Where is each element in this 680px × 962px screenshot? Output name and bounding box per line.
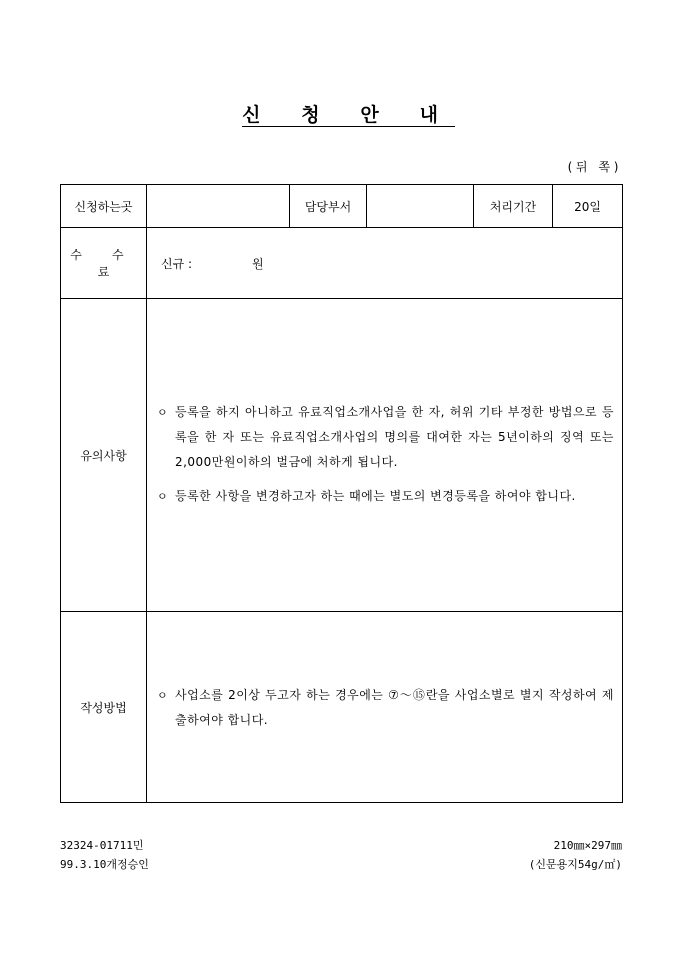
table-row-fee (61, 228, 623, 299)
bullet-circle-icon: ㅇ (157, 406, 168, 419)
application-guide-table (60, 184, 623, 803)
paper-type: (신문용지54g/㎡) (528, 858, 622, 871)
page-side-note: (뒤 쪽) (567, 160, 622, 174)
method-content (147, 612, 623, 803)
note-text: 등록을 하지 아니하고 유료직업소개사업을 한 자, 허위 기타 부정한 방법으로 등록을 한 자 또는 유료직업소개사업의 명의를 대여한 자는 5년이하의 징역 또는 2,000만원이하의 벌금에 처하게 됩니다. (175, 405, 614, 469)
form-code: 32324-01711민 (60, 839, 144, 852)
notes-content (147, 299, 623, 612)
bullet-circle-icon: ㅇ (157, 689, 168, 702)
approval-note: 99.3.10개정승인 (60, 858, 149, 871)
apply-to-value (147, 185, 290, 228)
list-item (157, 683, 614, 733)
processing-period-label: 처리기간 (474, 185, 553, 228)
department-label: 담당부서 (290, 185, 367, 228)
table-row-method (61, 612, 623, 803)
page-title-container (0, 100, 680, 127)
method-text: 사업소를 2이상 두고자 하는 경우에는 ⑦～⑮란을 사업소별로 별지 작성하여 제출하여야 합니다. (175, 688, 614, 727)
table-row-notes (61, 299, 623, 612)
list-item (157, 484, 614, 509)
paper-size: 210㎜×297㎜ (553, 839, 622, 852)
list-item (157, 400, 614, 475)
fee-label: 수 수 료 (70, 248, 137, 279)
footer-right (529, 836, 622, 874)
note-text: 등록한 사항을 변경하고자 하는 때에는 별도의 변경등록을 하여야 합니다. (175, 489, 576, 503)
fee-label-cell (61, 228, 147, 299)
table-row-submission (61, 185, 623, 228)
department-value (367, 185, 474, 228)
fee-currency: 원 (252, 256, 264, 271)
processing-period-value: 20일 (553, 185, 623, 228)
method-label: 작성방법 (61, 612, 147, 803)
fee-value-cell (147, 228, 623, 299)
fee-new-label: 신규 : (161, 256, 193, 271)
bullet-circle-icon: ㅇ (157, 490, 168, 503)
footer-left (60, 836, 149, 874)
notes-label: 유의사항 (61, 299, 147, 612)
apply-to-label: 신청하는곳 (61, 185, 147, 228)
page-title: 신 청 안 내 (242, 104, 456, 126)
